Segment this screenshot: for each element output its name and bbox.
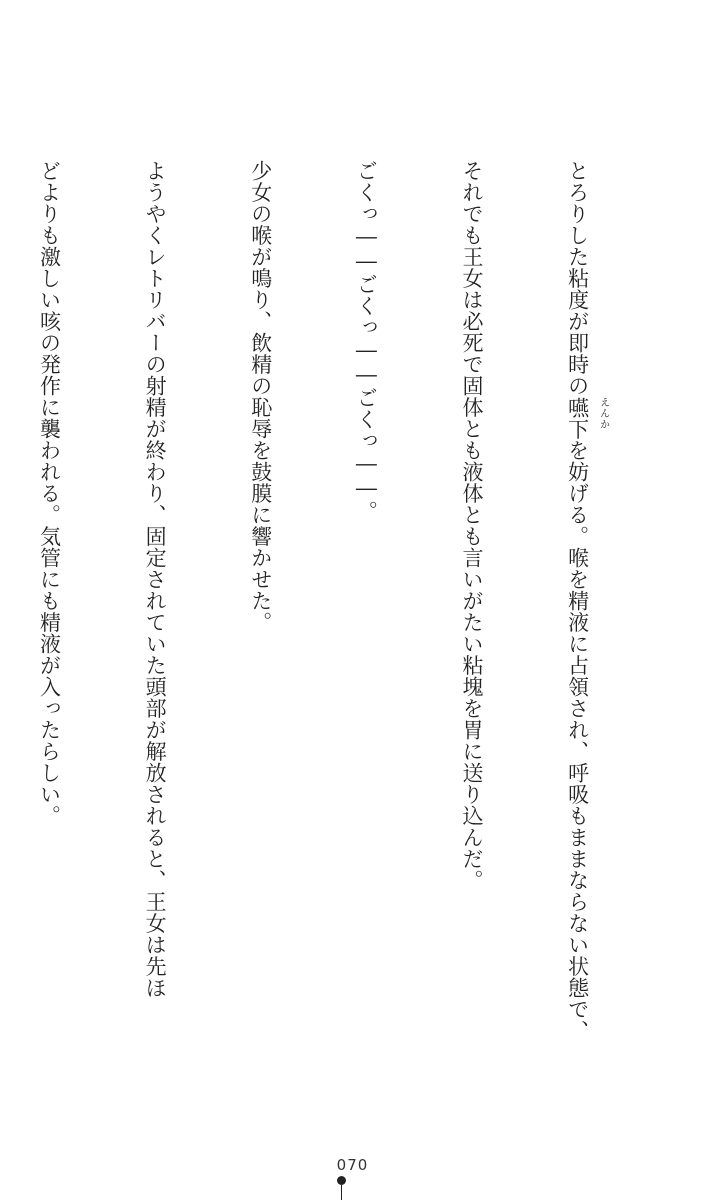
text-line-1 <box>559 160 609 1042</box>
vertical-text-block <box>0 160 665 1042</box>
furigana: えんか <box>597 396 609 430</box>
line-1-after: を妨げる。喉を精液に占領され、呼吸もままならない状態で、 <box>565 439 590 1042</box>
page-number: 070 <box>336 1156 369 1174</box>
ruby-base: 嚥下 <box>565 396 590 440</box>
ruby-word <box>559 396 609 440</box>
page-marker-dot <box>337 1176 346 1185</box>
text-line: どよりも激しい咳の発作に襲われる。気管にも精液が入ったらしい。 <box>37 160 62 827</box>
text-line: 少女の喉が鳴り、飲精の恥辱を鼓膜に響かせた。 <box>248 160 273 633</box>
line-1-before: とろりした粘度が即時の <box>565 160 590 397</box>
page-marker-line <box>341 1185 342 1200</box>
text-line: それでも王女は必死で固体とも液体とも言いがたい粘塊を胃に送り込んだ。 <box>459 160 484 891</box>
text-line: ごくっ――ごくっ――ごくっ――。 <box>354 160 379 522</box>
text-line: ようやくレトリバーの射精が終わり、固定されていた頭部が解放されると、王女は先ほ <box>143 160 168 999</box>
